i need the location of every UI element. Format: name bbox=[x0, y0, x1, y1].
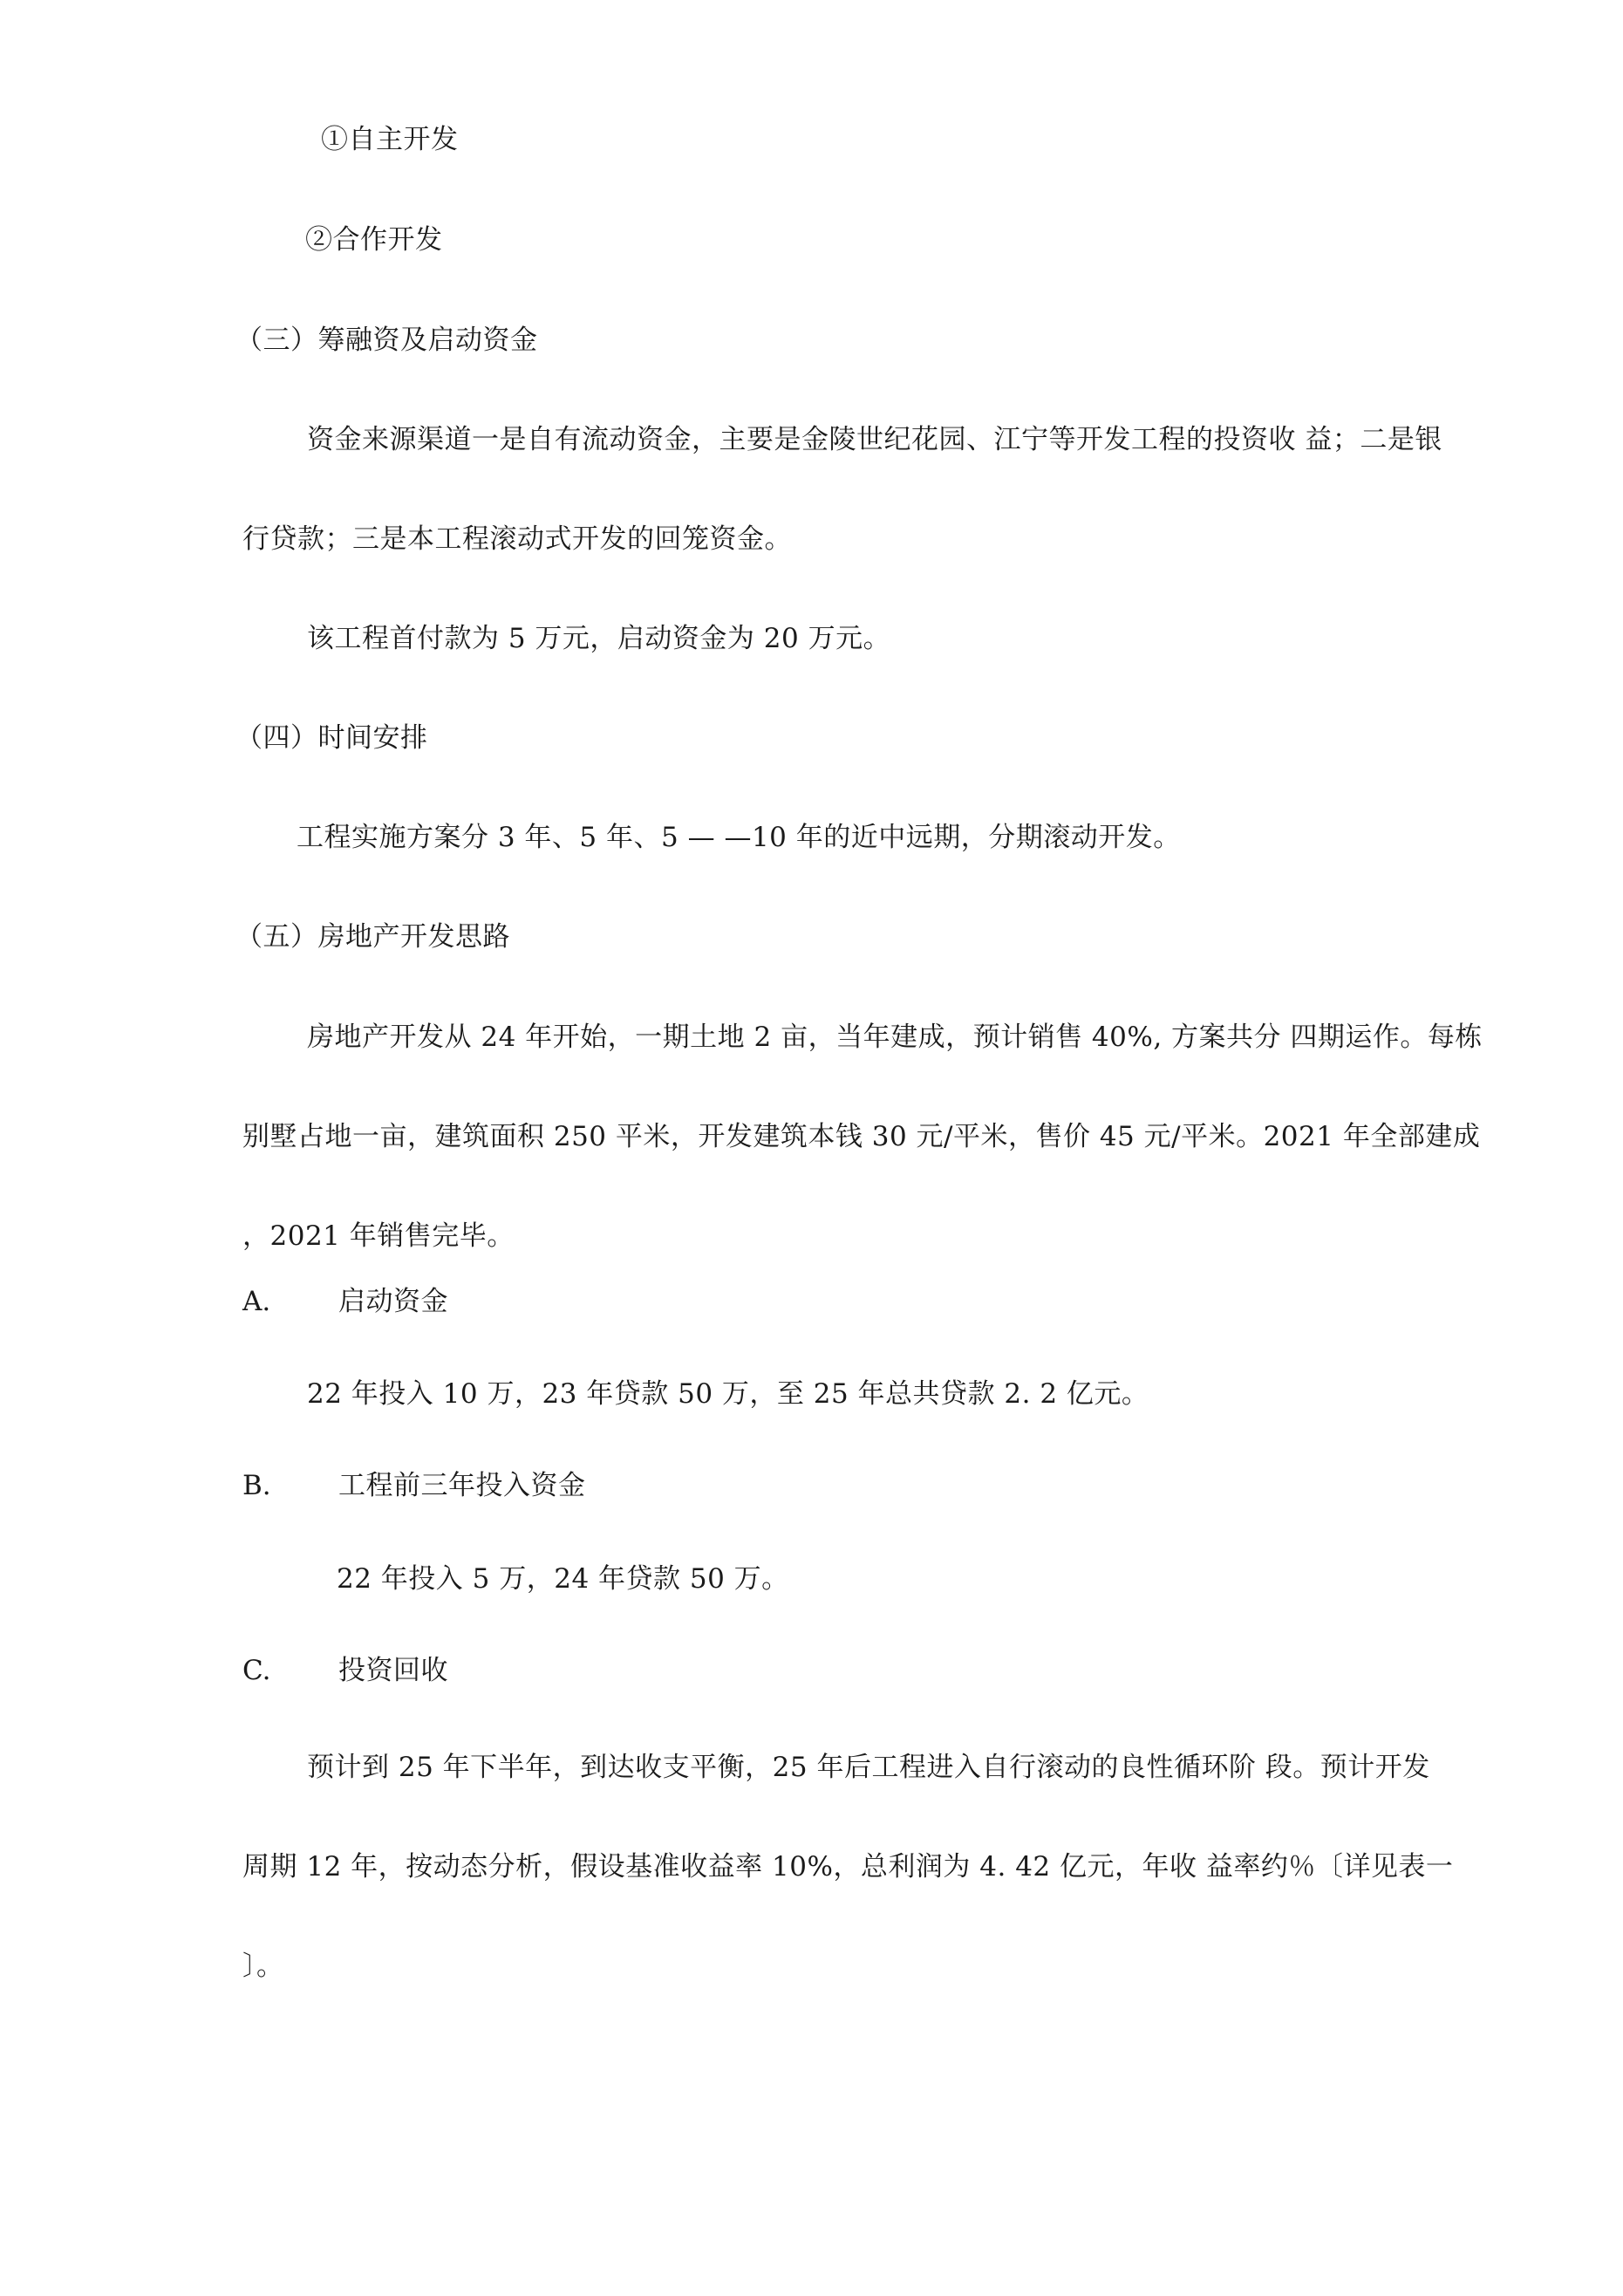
paragraph-development-line2: 别墅占地一亩，建筑面积 250 平米，开发建筑本钱 30 元/平米，售价 45 元/平米。2021 年全部建成 bbox=[242, 1121, 1481, 1152]
list-title-investment-recovery: 投资回收 bbox=[338, 1655, 448, 1686]
paragraph-recovery-line1: 预计到 25 年下半年，到达收支平衡，25 年后工程进入自行滚动的良性循环阶 段。预计开发 bbox=[307, 1752, 1430, 1783]
section-heading-development-plan: （五）房地产开发思路 bbox=[235, 921, 510, 953]
list-marker-c: C. bbox=[242, 1655, 271, 1686]
list-marker-a: A. bbox=[242, 1286, 271, 1317]
paragraph-down-payment: 该工程首付款为 5 万元，启动资金为 20 万元。 bbox=[307, 623, 891, 654]
list-title-startup-capital: 启动资金 bbox=[338, 1286, 448, 1317]
paragraph-funding-sources-line1: 资金来源渠道一是自有流动资金，主要是金陵世纪花园、江宁等开发工程的投资收 益；二是银 bbox=[307, 424, 1442, 455]
paragraph-startup-capital: 22 年投入 10 万，23 年贷款 50 万，至 25 年总共贷款 2. 2 亿元。 bbox=[307, 1378, 1149, 1410]
paragraph-development-line1: 房地产开发从 24 年开始，一期土地 2 亩，当年建成，预计销售 40%, 方案共分 四期运作。每栋 bbox=[307, 1022, 1483, 1053]
paragraph-development-line3: ，2021 年销售完毕。 bbox=[242, 1220, 515, 1252]
paragraph-recovery-line2: 周期 12 年，按动态分析，假设基准收益率 10%，总利润为 4. 42 亿元，年收 益率约％〔详见表一 bbox=[242, 1851, 1454, 1883]
paragraph-funding-sources-line2: 行贷款；三是本工程滚动式开发的回笼资金。 bbox=[242, 523, 792, 555]
item-self-development: ①自主开发 bbox=[321, 124, 459, 155]
paragraph-schedule: 工程实施方案分 3 年、5 年、5 — —10 年的近中远期，分期滚动开发。 bbox=[297, 822, 1181, 853]
section-heading-financing: （三）筹融资及启动资金 bbox=[235, 325, 538, 356]
section-heading-schedule: （四）时间安排 bbox=[235, 722, 428, 754]
paragraph-recovery-line3: 〕。 bbox=[242, 1951, 284, 1982]
paragraph-first-three-years: 22 年投入 5 万，24 年贷款 50 万。 bbox=[337, 1563, 789, 1595]
list-marker-b: B. bbox=[242, 1470, 271, 1501]
item-joint-development: ②合作开发 bbox=[305, 224, 443, 256]
list-title-first-three-years: 工程前三年投入资金 bbox=[338, 1470, 586, 1501]
